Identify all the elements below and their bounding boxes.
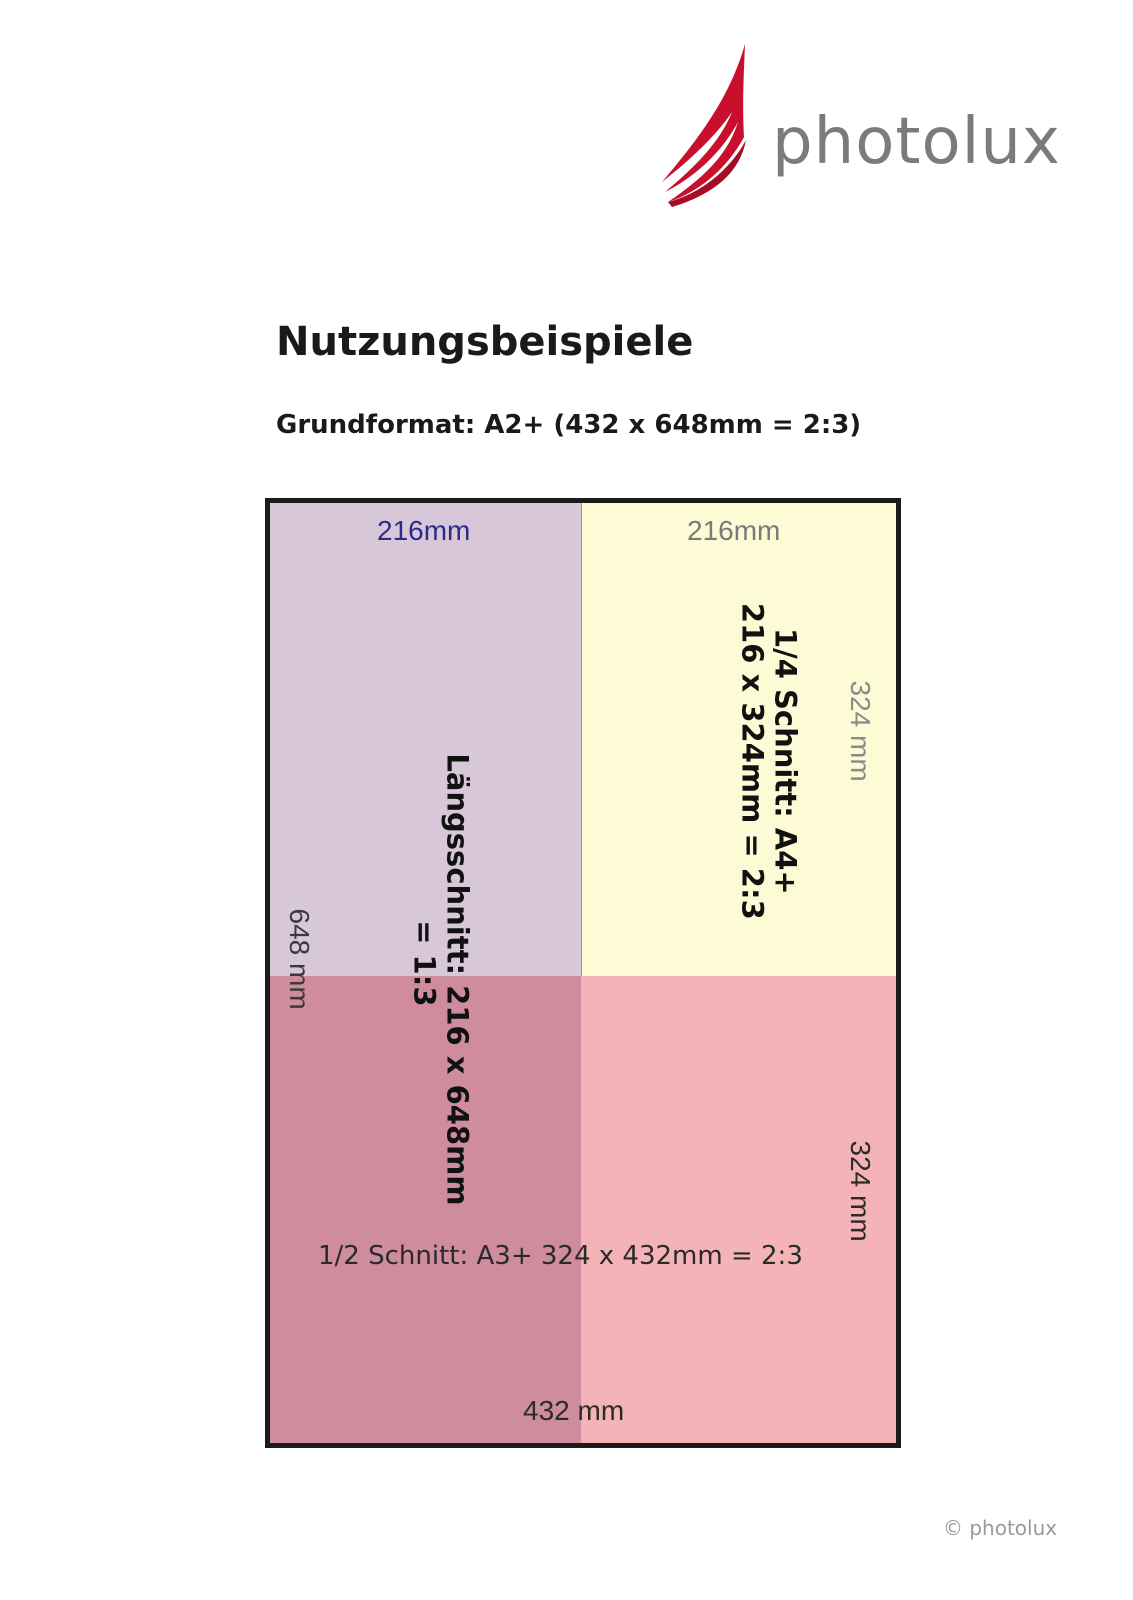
- photolux-logo: [660, 42, 1080, 222]
- quarter-cut-line1: 1/4 Schnitt: A4+: [768, 627, 803, 895]
- top-left-width-label: 216mm: [377, 515, 471, 546]
- top-right-height-label: 324 mm: [845, 680, 877, 782]
- laengsschnitt-line2: = 1:3: [407, 920, 441, 1007]
- bottom-width-label: 432 mm: [523, 1395, 625, 1426]
- laengsschnitt-line1: Längsschnitt: 216 x 648mm: [440, 753, 475, 1206]
- format-diagram: [265, 498, 901, 1448]
- page-title: Nutzungsbeispiele: [276, 319, 694, 365]
- half-cut-label: 1/2 Schnitt: A3+ 324 x 432mm = 2:3: [318, 1241, 803, 1271]
- wing-icon: [660, 42, 770, 212]
- laengsschnitt-label: [407, 753, 475, 1206]
- quarter-cut-line2: 216 x 324mm = 2:3: [735, 602, 769, 920]
- copyright-notice: © photolux: [943, 1516, 1058, 1540]
- bottom-right-height-label: 324 mm: [845, 1140, 877, 1242]
- quarter-cut-label: [735, 581, 802, 941]
- top-right-width-label: 216mm: [687, 515, 781, 546]
- page-subtitle: Grundformat: A2+ (432 x 648mm = 2:3): [276, 410, 862, 440]
- logo-wordmark: photolux: [772, 105, 1061, 179]
- left-height-label: 648 mm: [284, 908, 316, 1010]
